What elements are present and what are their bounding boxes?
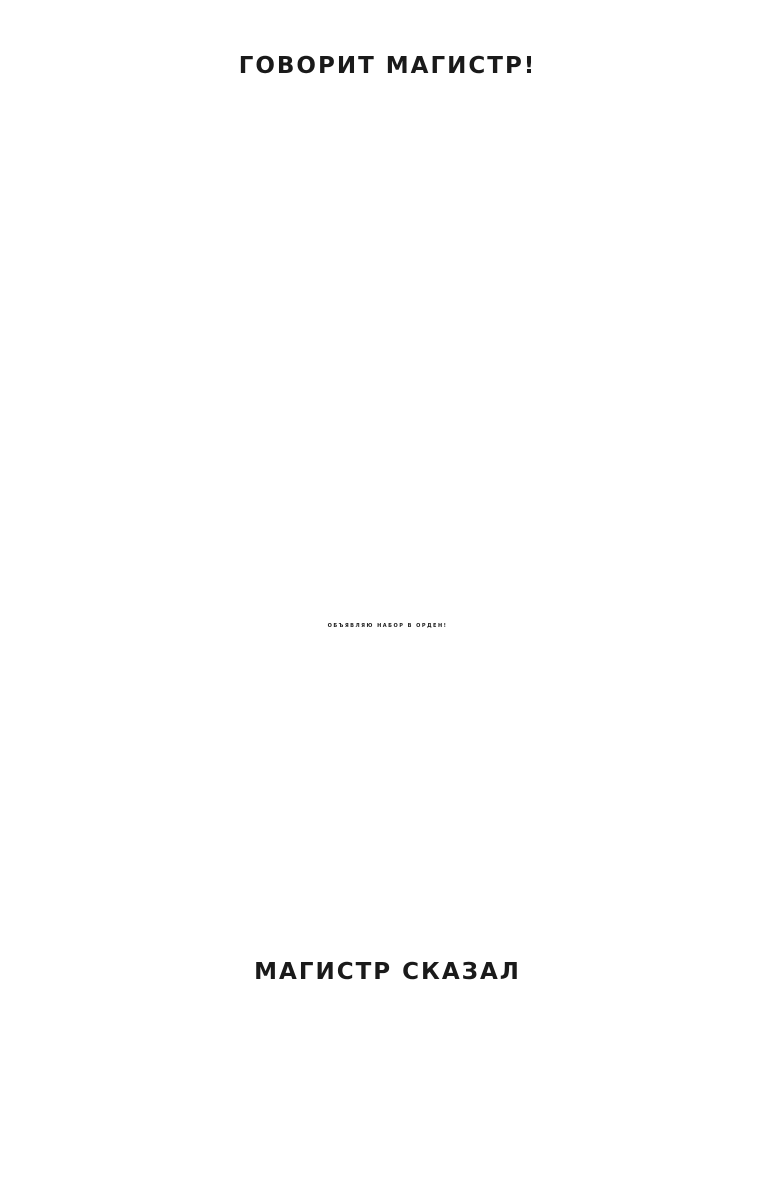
text-line — [0, 763, 775, 793]
text-line — [0, 581, 775, 611]
text-line — [0, 642, 775, 672]
greeting-paragraph — [0, 106, 775, 349]
text-line — [0, 550, 775, 580]
text-line — [0, 228, 775, 258]
text-line — [0, 854, 775, 884]
text-line — [0, 824, 775, 854]
recruitment-paragraph — [0, 368, 775, 915]
text-line — [0, 136, 775, 166]
closing-title: МАГИСТР СКАЗАЛ — [254, 959, 521, 985]
text-line — [0, 288, 775, 318]
text-line — [0, 167, 775, 197]
text-line — [0, 368, 775, 398]
text-line — [0, 733, 775, 763]
text-line — [0, 702, 775, 732]
text-line — [0, 106, 775, 136]
text-line — [0, 520, 775, 550]
recruitment-announcement: ОБЪЯВЛЯЮ НАБОР В ОРДЕН! — [327, 623, 448, 630]
text-line — [0, 793, 775, 823]
text-line — [0, 398, 775, 428]
page-title: ГОВОРИТ МАГИСТР! — [238, 53, 537, 79]
text-line — [0, 197, 775, 227]
text-line — [0, 490, 775, 520]
text-line — [0, 885, 775, 915]
text-line — [0, 459, 775, 489]
text-line — [0, 258, 775, 288]
text-line — [0, 319, 775, 349]
text-line — [0, 429, 775, 459]
text-line — [0, 672, 775, 702]
